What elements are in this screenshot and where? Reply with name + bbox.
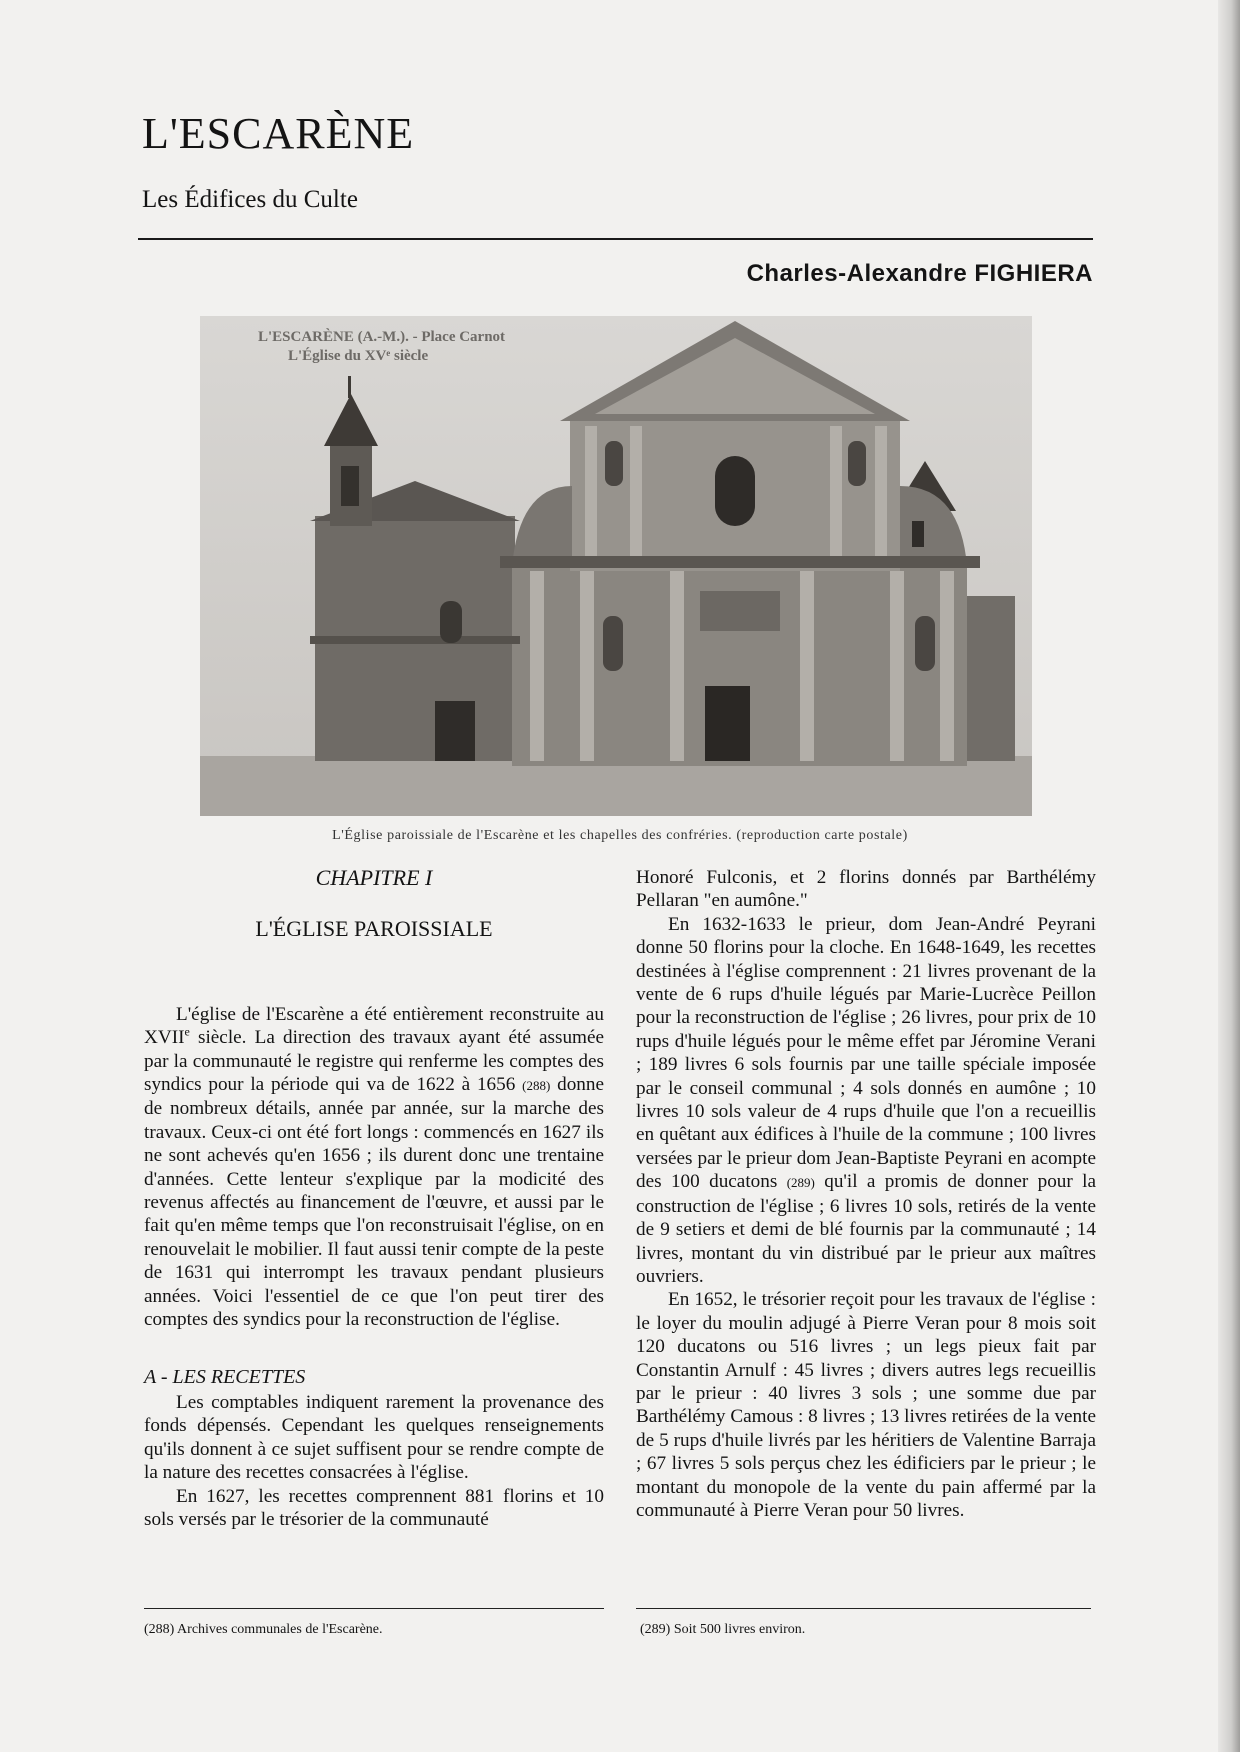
figure-caption: L'Église paroissiale de l'Escarène et les chapelles des confréries. (reproduction carte postale) <box>332 828 908 843</box>
body-paragraph: Honoré Fulconis, et 2 florins donnés par Barthélémy Pellaran "en aumône." <box>636 867 1096 912</box>
article-subtitle: Les Édifices du Culte <box>142 186 358 213</box>
footnote-288: (288) Archives communales de l'Escarène. <box>144 1622 383 1637</box>
church-postcard-photo <box>200 316 1032 816</box>
body-paragraph: Les comptables indiquent rarement la provenance des fonds dépensés. Cependant les quelques renseignements qu'ils donnent à ce sujet suffisent pour se rendre compte de la nature des recettes consacrées à l'église. <box>144 1391 604 1484</box>
chapter-label: CHAPITRE I <box>315 865 433 890</box>
header-rule <box>138 238 1093 240</box>
footnote-reference: (288) <box>522 1078 551 1094</box>
article-title: L'ESCARÈNE <box>142 109 415 158</box>
church-facade-illustration <box>200 316 1032 816</box>
footnote-reference: (289) <box>786 1175 815 1191</box>
author-name: Charles-Alexandre FIGHIERA <box>746 260 1093 287</box>
body-paragraph: L'église de l'Escarène a été entièrement reconstruite au XVIIe siècle. La direction des travaux ayant été assumée par la communauté le registre qui renferme les comptes des syndics pour la période qui va de 1622 à 1656 (288) donne de nombreux détails, année par année, sur la marche des travaux. Ceux-ci ont été fort longs : commencés en 1627 ils ne sont achevés qu'en 1656 ; ils durent donc une trentaine d'années. Cette lenteur s'explique par la modicité des revenus affectés au financement de l'œuvre, et aussi par le fait qu'en même temps que l'on reconstruisait l'église, on en renouvelait le mobilier. Il faut aussi tenir compte de la peste de 1631 qui interrompt les travaux pendant plusieurs années. Voici l'essentiel de ce que l'on peut tirer des comptes des syndics pour la reconstruction de l'église. <box>144 1003 604 1331</box>
page-edge <box>1218 0 1240 1752</box>
left-column <box>144 866 604 1531</box>
postcard-imprint-line2: L'Église du XVᵉ siècle <box>288 348 429 364</box>
footnote-rule-right <box>636 1608 1091 1609</box>
right-column <box>636 866 1096 1522</box>
footnote-289: (289) Soit 500 livres environ. <box>640 1622 806 1637</box>
chapter-title: L'ÉGLISE PAROISSIALE <box>255 916 493 942</box>
body-paragraph: En 1632-1633 le prieur, dom Jean-André Peyrani donne 50 florins pour la cloche. En 1648-1649, les recettes destinées à l'église comprennent : 21 livres provenant de la vente de 6 rups d'huile légués par Marie-Lucrèce Peillon pour la reconstruction de l'église ; 26 livres, pour prix de 10 rups d'huile légués pour le même effet par Jéromine Verani ; 189 livres 6 sols fournis par une taille spéciale imposée par le conseil communal ; 4 sols donnés en aumône ; 10 livres 10 sols valeur de 4 rups d'huile que l'on a recueillis en quêtant aux édifices à l'huile de la commune ; 100 livres versées par le prieur dom Jean-Baptiste Peyrani en acompte des 100 ducatons (289) qu'il a promis de donner pour la construction de l'église ; 6 livres 10 sols, retirés de la vente de 9 setiers et demi de blé fournis par la communauté ; 14 livres, montant du vin distribué par le prieur aux maîtres ouvriers. <box>636 913 1096 1287</box>
body-paragraph: En 1652, le trésorier reçoit pour les travaux de l'église : le loyer du moulin adjugé à Pierre Veran pour 8 mois soit 120 ducatons ou 516 livres ; un legs pieux fait par Constantin Arnulf : 45 livres ; divers autres legs recueillis par le prieur : 40 livres 3 sols ; une somme due par Barthélémy Camous : 8 livres ; 13 livres retirées de la vente de 5 rups d'huile livrés par les héritiers de Valentine Barraja ; 67 livres 5 sols perçus chez les édificiers par le prieur ; le montant du monopole de la vente du pain affermé par la communauté à Pierre Veran pour 50 livres. <box>636 1289 1096 1521</box>
postcard-imprint <box>258 328 505 366</box>
body-paragraph: En 1627, les recettes comprennent 881 florins et 10 sols versés par le trésorier de la communauté <box>144 1485 604 1530</box>
section-heading: A - LES RECETTES <box>144 1365 306 1388</box>
postcard-imprint-line1: L'ESCARÈNE (A.-M.). - Place Carnot <box>258 329 506 345</box>
footnote-rule-left <box>144 1608 604 1609</box>
